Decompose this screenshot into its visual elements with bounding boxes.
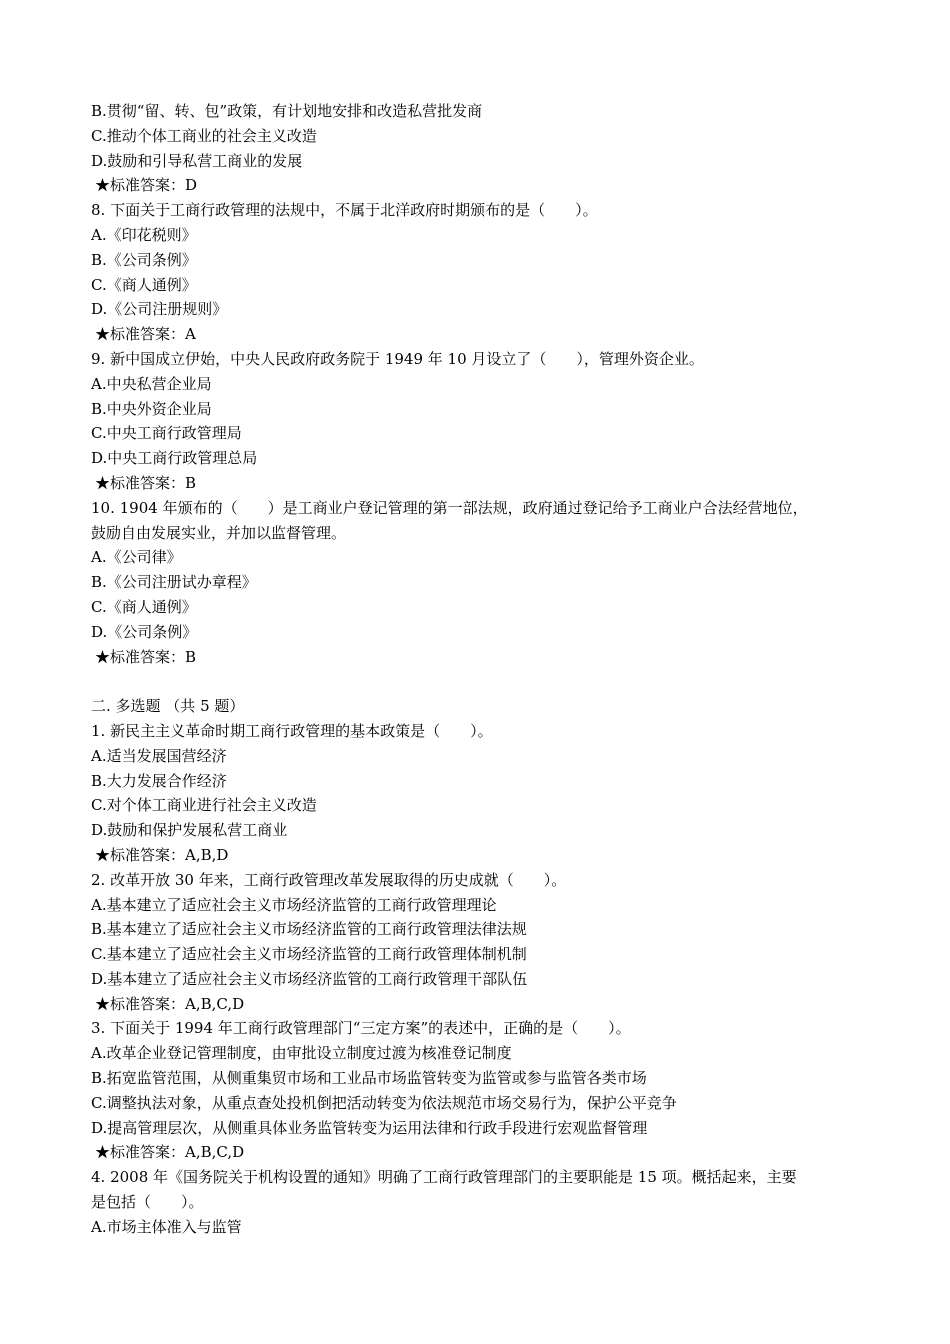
answer-line: ★标准答案：A,B,D: [95, 845, 229, 864]
answer-line: ★标准答案：A: [95, 325, 196, 344]
question-line: 4. 2008 年《国务院关于机构设置的通知》明确了工商行政管理部门的主要职能是 15 项。概括起来，主要: [91, 1168, 797, 1187]
option-line: A.改革企业登记管理制度，由审批设立制度过渡为核准登记制度: [91, 1044, 512, 1063]
option-line: A.适当发展国营经济: [91, 746, 227, 765]
option-line: C.调整执法对象，从重点查处投机倒把活动转变为依法规范市场交易行为，保护公平竞争: [91, 1093, 677, 1112]
option-line: C.《商人通例》: [91, 275, 197, 294]
question-line: 1. 新民主主义革命时期工商行政管理的基本政策是（ ）。: [91, 721, 493, 740]
option-line: D.基本建立了适应社会主义市场经济监管的工商行政管理干部队伍: [91, 969, 528, 988]
answer-line: ★标准答案：A,B,C,D: [95, 1143, 245, 1162]
option-line: D.鼓励和引导私营工商业的发展: [91, 151, 303, 170]
option-line: D.鼓励和保护发展私营工商业: [91, 821, 288, 840]
answer-line: ★标准答案：A,B,C,D: [95, 994, 245, 1013]
question-line: 10. 1904 年颁布的（ ）是工商业户登记管理的第一部法规，政府通过登记给予工商业户合法经营地位，: [91, 498, 808, 517]
question-line: 鼓励自由发展实业，并加以监督管理。: [91, 523, 347, 542]
option-line: D.《公司注册规则》: [91, 300, 228, 319]
option-line: D.《公司条例》: [91, 622, 198, 641]
answer-line: ★标准答案：B: [95, 647, 197, 666]
option-line: B.基本建立了适应社会主义市场经济监管的工商行政管理法律法规: [91, 920, 527, 939]
question-line: 2. 改革开放 30 年来，工商行政管理改革发展取得的历史成就（ ）。: [91, 870, 567, 889]
option-line: A.中央私营企业局: [91, 374, 212, 393]
option-line: B.大力发展合作经济: [91, 771, 227, 790]
option-line: B.中央外资企业局: [91, 399, 212, 418]
document-page: [91, 99, 863, 1240]
blank-line: [91, 669, 863, 694]
option-line: A.基本建立了适应社会主义市场经济监管的工商行政管理理论: [91, 895, 497, 914]
option-line: B.拓宽监管范围，从侧重集贸市场和工业品市场监管转变为监管或参与监管各类市场: [91, 1069, 647, 1088]
option-line: A.《印花税则》: [91, 225, 197, 244]
option-line: A.市场主体准入与监管: [91, 1217, 242, 1236]
option-line: C.《商人通例》: [91, 597, 197, 616]
option-line: C.基本建立了适应社会主义市场经济监管的工商行政管理体制机制: [91, 945, 527, 964]
option-line: C.对个体工商业进行社会主义改造: [91, 796, 317, 815]
option-line: C.中央工商行政管理局: [91, 424, 242, 443]
question-line: 3. 下面关于 1994 年工商行政管理部门“三定方案”的表述中，正确的是（ ）。: [91, 1019, 631, 1038]
question-line: 8. 下面关于工商行政管理的法规中，不属于北洋政府时期颁布的是（ ）。: [91, 201, 598, 220]
option-line: C.推动个体工商业的社会主义改造: [91, 126, 317, 145]
question-line: 9. 新中国成立伊始，中央人民政府政务院于 1949 年 10 月设立了（ ），管理外资企业。: [91, 349, 704, 368]
option-line: B.贯彻“留、转、包”政策，有计划地安排和改造私营批发商: [91, 102, 483, 120]
answer-line: ★标准答案：B: [95, 473, 197, 492]
option-line: B.《公司注册试办章程》: [91, 573, 257, 592]
option-line: D.中央工商行政管理总局: [91, 449, 258, 468]
option-line: B.《公司条例》: [91, 250, 197, 269]
answer-line: ★标准答案：D: [95, 176, 198, 195]
option-line: D.提高管理层次，从侧重具体业务监管转变为运用法律和行政手段进行宏观监督管理: [91, 1118, 648, 1137]
section-heading: 二. 多选题 （共 5 题）: [91, 697, 245, 716]
question-line: 是包括（ ）。: [91, 1193, 204, 1212]
option-line: A.《公司律》: [91, 548, 182, 567]
